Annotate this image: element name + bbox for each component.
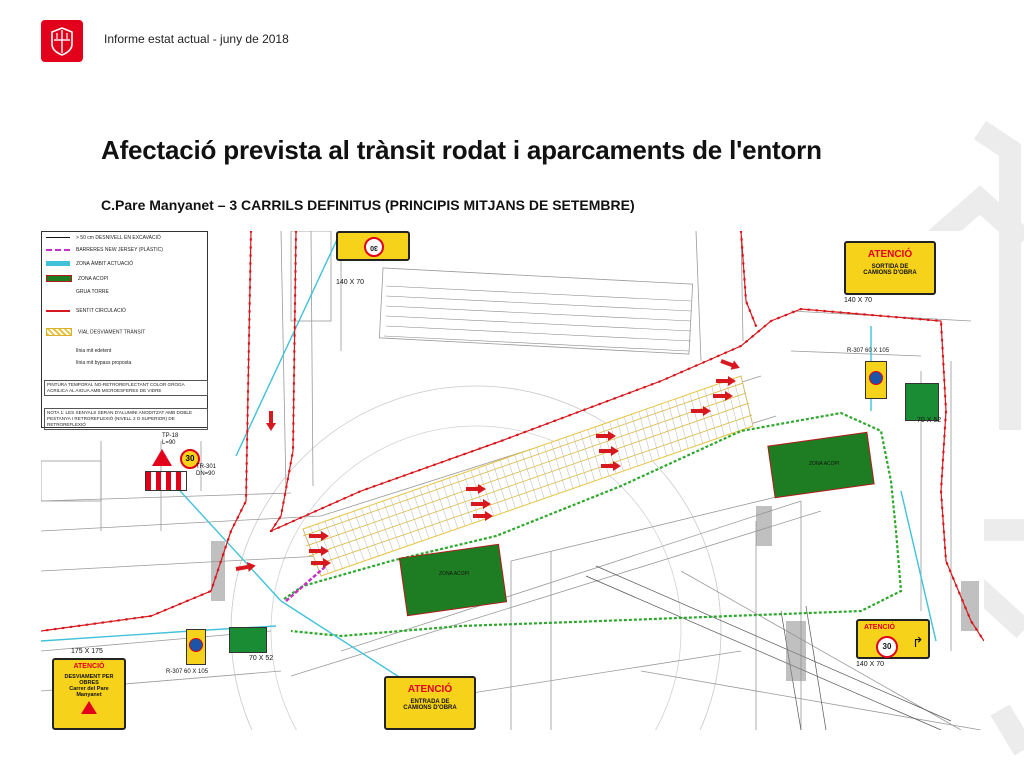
sign-code: TP-18 L=90	[162, 433, 179, 446]
traffic-plan-map	[41, 231, 984, 730]
sign-code: R-307 60 X 105	[166, 669, 209, 675]
legend-item: línia mit bypass proposta	[76, 360, 132, 366]
parking-prohibited-icon	[186, 629, 206, 665]
legend-item: SENTIT CIRCULACIÓ	[76, 308, 126, 314]
sign-speed-warning: ATENCIÓ 30 ↱	[856, 619, 930, 659]
roadworks-icon	[81, 701, 97, 714]
sign-entry-trucks: ATENCIÓ ENTRADA DE CAMIONS D'OBRA	[384, 676, 476, 730]
zona-acopi-left	[399, 544, 506, 615]
legend-item: BARRERES NEW JERSEY (PLÀSTIC)	[76, 247, 163, 253]
zona-acopi-label: ZONA ACOPI	[439, 571, 470, 577]
roadworks-sign-icon	[152, 449, 172, 466]
sign-dimension: 140 X 70	[856, 661, 885, 668]
jersey-barrier	[286, 566, 326, 601]
sign-exit-trucks: ATENCIÓ SORTIDA DE CAMIONS D'OBRA	[844, 241, 936, 295]
traffic-direction-arrow	[719, 356, 741, 372]
map-legend	[41, 231, 208, 428]
zona-acopi-label: ZONA ACOPI	[809, 461, 840, 467]
legend-note-paint: PINTURA TEMPORAL NO-RETROREFLECTANT COLOR GROGA ACRILICA AL AIGUA AMB MICROESFERES DE VIDRE	[44, 380, 208, 396]
ajuntament-logo	[41, 20, 83, 62]
speed-limit-icon: 30	[364, 237, 384, 257]
legend-item: GRUA TORRE	[76, 289, 109, 295]
legend-note-signs: NOTA 1: LES SENYALS SERAN D'ALUMINI ANODITZAT AMB DOBLE PESTANYA I RETROREFLEXIÓ (NIVELL 2 O SUPERIOR) DE RETROREFLEXIÓ	[44, 408, 208, 430]
traffic-direction-arrow	[266, 411, 276, 431]
report-label: Informe estat actual - juny de 2018	[104, 32, 289, 46]
legend-item: ZONA ÀMBIT ACTUACIÓ	[76, 261, 134, 267]
sign-code: TR-301 DN=90	[196, 464, 217, 477]
lane-change-icon	[905, 383, 939, 421]
diversion-road	[303, 376, 753, 576]
sign-dimension: 175 X 175	[71, 648, 103, 655]
parking-prohibited-icon	[865, 361, 887, 399]
sign-code: R-307 60 X 105	[847, 348, 890, 354]
sign-dimension: 140 X 70	[844, 297, 873, 304]
sign-dimension: 70 X 52	[917, 417, 942, 424]
legend-item: línia mit edetent	[76, 348, 112, 354]
sign-speed-top	[336, 231, 410, 261]
chevron-panel-icon	[145, 471, 187, 491]
lane-change-icon	[229, 627, 267, 653]
sign-detour: ATENCIÓ DESVIAMENT PER OBRES Carrer del Pare Manyanet	[52, 658, 126, 730]
parking-block	[384, 286, 691, 351]
legend-item: ZONA ACOPI	[78, 275, 109, 282]
page-subtitle: C.Pare Manyanet – 3 CARRILS DEFINITUS (PRINCIPIS MITJANS DE SETEMBRE)	[101, 197, 635, 213]
sign-dimension: 70 X 52	[249, 655, 274, 662]
legend-item: > 50 cm DESNIVELL EN EXCAVACIÓ	[76, 235, 161, 241]
sign-dimension: 140 X 70	[336, 279, 365, 286]
page-title: Afectació prevista al trànsit rodat i aparcaments de l'entorn	[101, 135, 822, 165]
speed-limit-icon: 30	[180, 449, 200, 469]
turn-right-icon: ↱	[912, 634, 924, 650]
speed-limit-icon: 30	[876, 636, 898, 658]
legend-item: VIAL DESVIAMENT TRÀNSIT	[78, 329, 146, 336]
